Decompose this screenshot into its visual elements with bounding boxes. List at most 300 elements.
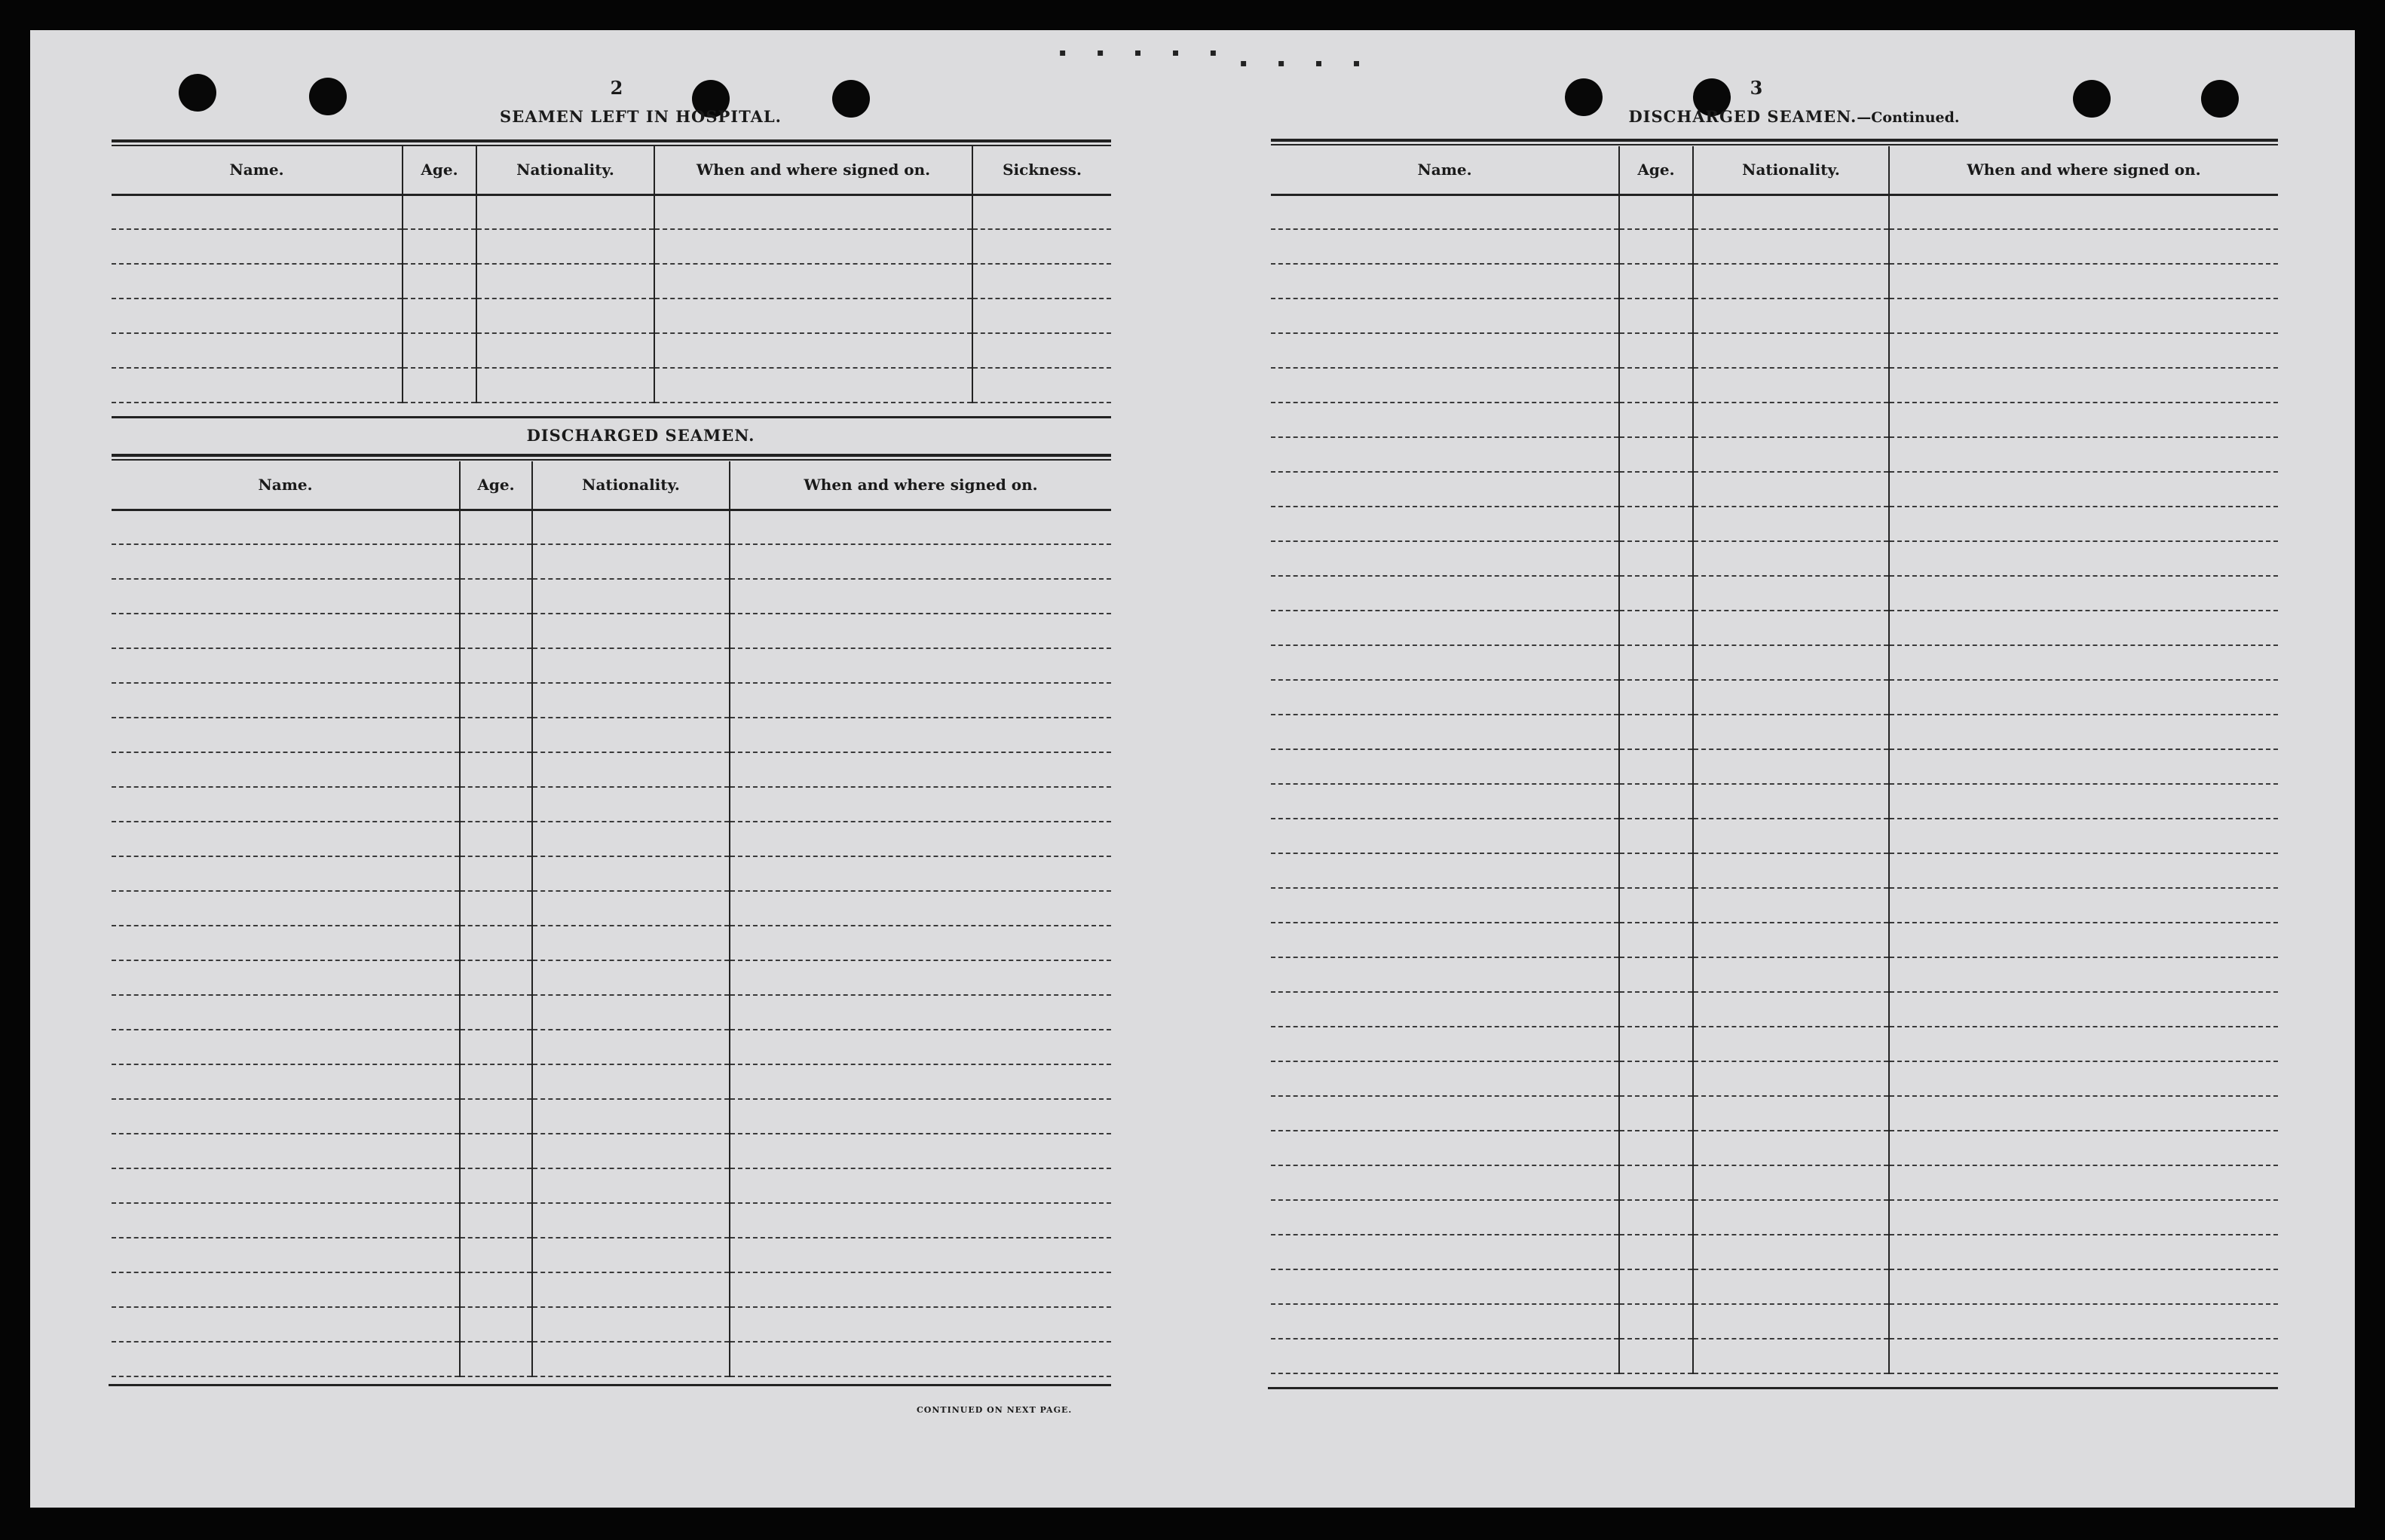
table-cell[interactable]: [112, 333, 403, 368]
table-cell[interactable]: [112, 1064, 460, 1099]
table-cell[interactable]: [476, 299, 654, 333]
table-cell[interactable]: [1619, 1339, 1693, 1373]
table-cell[interactable]: [1693, 1304, 1889, 1339]
table-cell[interactable]: [1619, 715, 1693, 749]
table-cell[interactable]: [1693, 992, 1889, 1027]
table-cell[interactable]: [1889, 819, 2278, 853]
table-cell[interactable]: [1693, 888, 1889, 923]
table-cell[interactable]: [1271, 957, 1619, 992]
table-cell[interactable]: [1693, 1235, 1889, 1269]
table-cell[interactable]: [1693, 1200, 1889, 1235]
table-cell[interactable]: [1889, 229, 2278, 264]
table-cell[interactable]: [730, 1342, 1111, 1376]
table-cell[interactable]: [112, 1030, 460, 1064]
table-cell[interactable]: [460, 995, 532, 1030]
table-cell[interactable]: [1271, 888, 1619, 923]
table-cell[interactable]: [972, 368, 1111, 403]
table-cell[interactable]: [1271, 1304, 1619, 1339]
table-cell[interactable]: [460, 856, 532, 891]
table-cell[interactable]: [654, 368, 972, 403]
punch-hole: [2073, 80, 2111, 118]
table-cell[interactable]: [1619, 1200, 1693, 1235]
table-cell[interactable]: [476, 368, 654, 403]
table-cell[interactable]: [112, 1099, 460, 1134]
table-cell[interactable]: [1619, 784, 1693, 819]
table-cell[interactable]: [532, 891, 730, 926]
table-cell[interactable]: [112, 1134, 460, 1168]
table-cell[interactable]: [1693, 1131, 1889, 1165]
table-cell[interactable]: [1889, 957, 2278, 992]
table-cell[interactable]: [460, 1342, 532, 1376]
table-row: [112, 926, 1111, 960]
table-cell[interactable]: [460, 1099, 532, 1134]
table-cell[interactable]: [1889, 611, 2278, 645]
table-cell[interactable]: [1693, 680, 1889, 715]
discharged-continued-title: [1598, 107, 1990, 126]
table-cell[interactable]: [1271, 333, 1619, 368]
table-cell[interactable]: [1693, 333, 1889, 368]
table-cell[interactable]: [1619, 888, 1693, 923]
discharged-continued-suffix: —Continued.: [1857, 109, 1960, 126]
table-cell[interactable]: [730, 752, 1111, 787]
table-cell[interactable]: [1619, 1096, 1693, 1131]
table-cell[interactable]: [1693, 1165, 1889, 1200]
table-cell[interactable]: [1693, 645, 1889, 680]
table-cell[interactable]: [1271, 680, 1619, 715]
table-cell[interactable]: [1693, 299, 1889, 333]
table-cell[interactable]: [730, 1307, 1111, 1342]
table-cell[interactable]: [1271, 1027, 1619, 1061]
table-cell[interactable]: [730, 1168, 1111, 1203]
table-cell[interactable]: [1889, 576, 2278, 611]
table-cell[interactable]: [1271, 1200, 1619, 1235]
table-cell[interactable]: [532, 1272, 730, 1307]
table-cell[interactable]: [532, 926, 730, 960]
table-cell[interactable]: [1889, 992, 2278, 1027]
table-cell[interactable]: [112, 1238, 460, 1272]
table-row: [1271, 1027, 2278, 1061]
table-cell[interactable]: [1889, 507, 2278, 541]
table-cell[interactable]: [460, 1203, 532, 1238]
table-row: [1271, 437, 2278, 472]
table-cell[interactable]: [1271, 472, 1619, 507]
table-cell[interactable]: [1619, 749, 1693, 784]
table-cell[interactable]: [1889, 194, 2278, 229]
table-cell[interactable]: [460, 926, 532, 960]
table-cell[interactable]: [1889, 749, 2278, 784]
table-cell[interactable]: [1889, 1131, 2278, 1165]
table-row: [1271, 1131, 2278, 1165]
table-row: [112, 1342, 1111, 1376]
table-cell[interactable]: [532, 1307, 730, 1342]
table-cell[interactable]: [1619, 576, 1693, 611]
table-cell[interactable]: [1271, 819, 1619, 853]
table-cell[interactable]: [1693, 749, 1889, 784]
table-cell[interactable]: [112, 856, 460, 891]
table-cell[interactable]: [403, 299, 476, 333]
table-cell[interactable]: [1889, 1200, 2278, 1235]
table-cell[interactable]: [460, 1168, 532, 1203]
table-cell[interactable]: [532, 960, 730, 995]
table-cell[interactable]: [112, 752, 460, 787]
table-cell[interactable]: [476, 333, 654, 368]
column-header: Age.: [1619, 146, 1693, 194]
table-cell[interactable]: [112, 891, 460, 926]
table-cell[interactable]: [1889, 645, 2278, 680]
discharged-continued-title-main: DISCHARGED SEAMEN.: [1628, 107, 1857, 126]
table-cell[interactable]: [1889, 1165, 2278, 1200]
table-cell[interactable]: [1693, 194, 1889, 229]
table-cell[interactable]: [1271, 437, 1619, 472]
table-cell[interactable]: [1889, 853, 2278, 888]
table-row: [1271, 749, 2278, 784]
table-cell[interactable]: [532, 1099, 730, 1134]
table-cell[interactable]: [730, 510, 1111, 544]
table-cell[interactable]: [1889, 888, 2278, 923]
table-cell[interactable]: [1619, 819, 1693, 853]
table-cell[interactable]: [1693, 853, 1889, 888]
table-cell[interactable]: [1271, 368, 1619, 403]
table-cell[interactable]: [1889, 437, 2278, 472]
table-cell[interactable]: [112, 368, 403, 403]
table-row: [112, 1203, 1111, 1238]
rule-top-continued: [1271, 139, 2278, 145]
table-cell[interactable]: [112, 683, 460, 718]
table-cell[interactable]: [1693, 923, 1889, 957]
table-cell[interactable]: [476, 264, 654, 299]
table-cell[interactable]: [1271, 749, 1619, 784]
table-cell[interactable]: [476, 229, 654, 264]
table-cell[interactable]: [532, 1134, 730, 1168]
table-cell[interactable]: [112, 194, 403, 229]
table-cell[interactable]: [730, 1064, 1111, 1099]
table-cell[interactable]: [1693, 264, 1889, 299]
table-cell[interactable]: [112, 926, 460, 960]
table-cell[interactable]: [1619, 194, 1693, 229]
table-cell[interactable]: [1693, 541, 1889, 576]
table-cell[interactable]: [532, 579, 730, 614]
table-cell[interactable]: [460, 1134, 532, 1168]
table-cell[interactable]: [1693, 819, 1889, 853]
column-header: Name.: [1271, 146, 1619, 194]
table-row: [1271, 784, 2278, 819]
table-cell[interactable]: [730, 856, 1111, 891]
table-cell[interactable]: [532, 1238, 730, 1272]
table-row: [112, 787, 1111, 822]
table-cell[interactable]: [730, 1030, 1111, 1064]
table-cell[interactable]: [1889, 264, 2278, 299]
table-row: [1271, 403, 2278, 437]
table-cell[interactable]: [1271, 715, 1619, 749]
table-row: [112, 822, 1111, 856]
table-cell[interactable]: [460, 822, 532, 856]
table-cell[interactable]: [1889, 541, 2278, 576]
table-cell[interactable]: [730, 544, 1111, 579]
table-cell[interactable]: [1693, 368, 1889, 403]
table-cell[interactable]: [730, 1203, 1111, 1238]
table-cell[interactable]: [112, 229, 403, 264]
table-cell[interactable]: [1619, 403, 1693, 437]
table-cell[interactable]: [403, 194, 476, 229]
table-cell[interactable]: [532, 1203, 730, 1238]
table-cell[interactable]: [460, 1064, 532, 1099]
table-cell[interactable]: [1619, 299, 1693, 333]
table-cell[interactable]: [460, 1307, 532, 1342]
table-cell[interactable]: [1693, 784, 1889, 819]
table-cell[interactable]: [532, 1064, 730, 1099]
table-cell[interactable]: [730, 926, 1111, 960]
column-header: Nationality.: [532, 461, 730, 510]
table-cell[interactable]: [112, 822, 460, 856]
table-cell[interactable]: [1889, 784, 2278, 819]
table-cell[interactable]: [1889, 1096, 2278, 1131]
table-cell[interactable]: [460, 614, 532, 648]
table-cell[interactable]: [1889, 368, 2278, 403]
table-cell[interactable]: [730, 1134, 1111, 1168]
table-cell[interactable]: [1619, 1165, 1693, 1200]
table-cell[interactable]: [1271, 1096, 1619, 1131]
table-cell[interactable]: [532, 718, 730, 752]
table-cell[interactable]: [1271, 576, 1619, 611]
table-cell[interactable]: [1889, 1061, 2278, 1096]
table-cell[interactable]: [972, 229, 1111, 264]
table-row: [1271, 1304, 2278, 1339]
table-cell[interactable]: [1889, 1269, 2278, 1304]
table-cell[interactable]: [532, 787, 730, 822]
table-cell[interactable]: [1619, 680, 1693, 715]
table-cell[interactable]: [532, 1168, 730, 1203]
table-cell[interactable]: [1271, 611, 1619, 645]
column-header: Name.: [112, 461, 460, 510]
table-cell[interactable]: [532, 648, 730, 683]
table-cell[interactable]: [460, 510, 532, 544]
table-cell[interactable]: [1271, 1269, 1619, 1304]
table-cell[interactable]: [1693, 611, 1889, 645]
table-cell[interactable]: [1619, 368, 1693, 403]
column-header: Name.: [112, 146, 403, 194]
table-cell[interactable]: [532, 1342, 730, 1376]
table-cell[interactable]: [112, 787, 460, 822]
table-cell[interactable]: [1693, 403, 1889, 437]
column-header: When and where signed on.: [1889, 146, 2278, 194]
table-cell[interactable]: [532, 510, 730, 544]
table-cell[interactable]: [403, 368, 476, 403]
table-cell[interactable]: [1693, 1339, 1889, 1373]
table-cell[interactable]: [1619, 333, 1693, 368]
table-cell[interactable]: [730, 648, 1111, 683]
table-cell[interactable]: [112, 579, 460, 614]
table-cell[interactable]: [112, 1203, 460, 1238]
table-cell[interactable]: [532, 822, 730, 856]
table-cell[interactable]: [1619, 611, 1693, 645]
table-cell[interactable]: [460, 960, 532, 995]
table-cell[interactable]: [654, 264, 972, 299]
table-cell[interactable]: [1619, 992, 1693, 1027]
table-cell[interactable]: [1693, 957, 1889, 992]
punch-hole: [2201, 80, 2239, 118]
table-cell[interactable]: [1619, 1269, 1693, 1304]
table-cell[interactable]: [1271, 403, 1619, 437]
table-cell[interactable]: [1271, 1235, 1619, 1269]
table-cell[interactable]: [1889, 299, 2278, 333]
table-cell[interactable]: [654, 194, 972, 229]
table-cell[interactable]: [112, 995, 460, 1030]
rule-bottom-hospital: [112, 416, 1111, 418]
table-cell[interactable]: [460, 683, 532, 718]
rule-bottom-continued: [1268, 1387, 2278, 1389]
punch-hole: [832, 80, 870, 118]
table-cell[interactable]: [1619, 1304, 1693, 1339]
table-cell[interactable]: [730, 1272, 1111, 1307]
table-cell[interactable]: [730, 1238, 1111, 1272]
table-cell[interactable]: [460, 752, 532, 787]
table-cell[interactable]: [403, 264, 476, 299]
table-cell[interactable]: [1889, 1339, 2278, 1373]
table-cell[interactable]: [1693, 715, 1889, 749]
table-cell[interactable]: [1271, 992, 1619, 1027]
table-cell[interactable]: [112, 648, 460, 683]
table-cell[interactable]: [730, 787, 1111, 822]
table-cell[interactable]: [1693, 1269, 1889, 1304]
table-cell[interactable]: [1271, 541, 1619, 576]
table-row: [112, 856, 1111, 891]
table-cell[interactable]: [1889, 403, 2278, 437]
table-cell[interactable]: [1619, 957, 1693, 992]
table-cell[interactable]: [1889, 472, 2278, 507]
table-row: [1271, 229, 2278, 264]
table-cell[interactable]: [1619, 541, 1693, 576]
table-cell[interactable]: [1693, 229, 1889, 264]
table-cell[interactable]: [1693, 437, 1889, 472]
table-cell[interactable]: [1271, 299, 1619, 333]
table-cell[interactable]: [1619, 472, 1693, 507]
table-cell[interactable]: [1271, 1339, 1619, 1373]
table-cell[interactable]: [532, 544, 730, 579]
table-cell[interactable]: [460, 579, 532, 614]
table-cell[interactable]: [460, 1272, 532, 1307]
table-cell[interactable]: [112, 299, 403, 333]
table-cell[interactable]: [403, 333, 476, 368]
table-cell[interactable]: [460, 891, 532, 926]
table-cell[interactable]: [112, 264, 403, 299]
table-cell[interactable]: [730, 1099, 1111, 1134]
table-cell[interactable]: [112, 1342, 460, 1376]
table-cell[interactable]: [1619, 645, 1693, 680]
table-cell[interactable]: [532, 856, 730, 891]
table-cell[interactable]: [460, 787, 532, 822]
table-cell[interactable]: [1619, 229, 1693, 264]
table-cell[interactable]: [1889, 715, 2278, 749]
table-cell[interactable]: [1889, 1027, 2278, 1061]
table-cell[interactable]: [460, 1238, 532, 1272]
table-cell[interactable]: [1271, 229, 1619, 264]
table-cell[interactable]: [654, 229, 972, 264]
table-cell[interactable]: [112, 1272, 460, 1307]
table-cell[interactable]: [112, 960, 460, 995]
table-cell[interactable]: [460, 648, 532, 683]
table-cell[interactable]: [1271, 923, 1619, 957]
table-cell[interactable]: [654, 299, 972, 333]
table-cell[interactable]: [654, 333, 972, 368]
table-cell[interactable]: [730, 822, 1111, 856]
table-cell[interactable]: [460, 544, 532, 579]
table-cell[interactable]: [532, 1030, 730, 1064]
table-row: [1271, 264, 2278, 299]
table-cell[interactable]: [1619, 923, 1693, 957]
table-cell[interactable]: [532, 614, 730, 648]
table-cell[interactable]: [1271, 645, 1619, 680]
table-cell[interactable]: [112, 718, 460, 752]
table-cell[interactable]: [730, 683, 1111, 718]
table-cell[interactable]: [730, 614, 1111, 648]
table-cell[interactable]: [1889, 680, 2278, 715]
table-cell[interactable]: [730, 995, 1111, 1030]
table-row: [112, 510, 1111, 544]
table-cell[interactable]: [1271, 1165, 1619, 1200]
table-cell[interactable]: [1693, 1027, 1889, 1061]
table-cell[interactable]: [1619, 1235, 1693, 1269]
table-row: [112, 229, 1111, 264]
table-row: [1271, 819, 2278, 853]
table-cell[interactable]: [730, 718, 1111, 752]
table-cell[interactable]: [112, 1307, 460, 1342]
table-cell[interactable]: [1271, 507, 1619, 541]
table-cell[interactable]: [972, 194, 1111, 229]
table-cell[interactable]: [1619, 853, 1693, 888]
table-cell[interactable]: [1693, 1096, 1889, 1131]
table-cell[interactable]: [1271, 194, 1619, 229]
table-cell[interactable]: [532, 752, 730, 787]
table-cell[interactable]: [730, 891, 1111, 926]
table-cell[interactable]: [972, 333, 1111, 368]
table-cell[interactable]: [1619, 1061, 1693, 1096]
table-cell[interactable]: [532, 995, 730, 1030]
table-cell[interactable]: [532, 683, 730, 718]
table-cell[interactable]: [1889, 923, 2278, 957]
table-cell[interactable]: [1271, 1061, 1619, 1096]
table-row: [112, 299, 1111, 333]
table-cell[interactable]: [1619, 1131, 1693, 1165]
table-cell[interactable]: [1889, 1235, 2278, 1269]
table-cell[interactable]: [1271, 264, 1619, 299]
table-cell[interactable]: [730, 579, 1111, 614]
table-cell[interactable]: [1889, 333, 2278, 368]
table-cell[interactable]: [460, 718, 532, 752]
table-cell[interactable]: [1619, 437, 1693, 472]
table-cell[interactable]: [1693, 1061, 1889, 1096]
table-cell[interactable]: [1889, 1304, 2278, 1339]
table-cell[interactable]: [476, 194, 654, 229]
table-cell[interactable]: [1693, 472, 1889, 507]
table-cell[interactable]: [1271, 784, 1619, 819]
table-cell[interactable]: [1693, 576, 1889, 611]
table-cell[interactable]: [460, 1030, 532, 1064]
table-cell[interactable]: [112, 544, 460, 579]
table-cell[interactable]: [1271, 853, 1619, 888]
table-cell[interactable]: [972, 264, 1111, 299]
table-cell[interactable]: [112, 614, 460, 648]
table-cell[interactable]: [403, 229, 476, 264]
table-cell[interactable]: [1693, 507, 1889, 541]
table-cell[interactable]: [112, 1168, 460, 1203]
table-cell[interactable]: [112, 510, 460, 544]
table-cell[interactable]: [1619, 1027, 1693, 1061]
table-cell[interactable]: [1619, 507, 1693, 541]
table-cell[interactable]: [972, 299, 1111, 333]
table-cell[interactable]: [1619, 264, 1693, 299]
table-cell[interactable]: [1271, 1131, 1619, 1165]
table-cell[interactable]: [730, 960, 1111, 995]
